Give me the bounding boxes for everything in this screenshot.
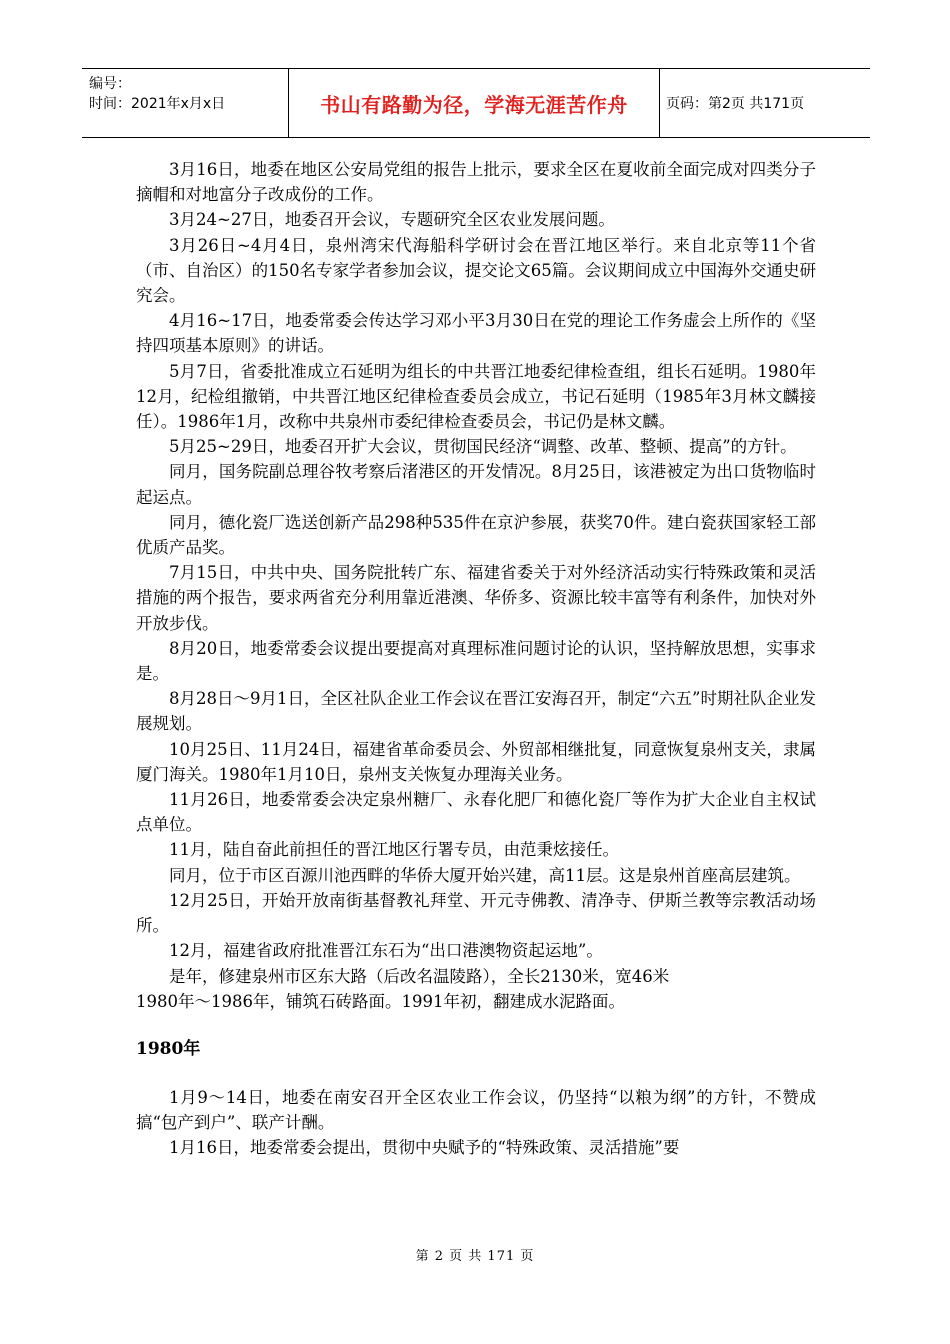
paragraph: 同月，位于市区百源川池西畔的华侨大厦开始兴建，高11层。这是泉州首座高层建筑。 bbox=[169, 865, 801, 885]
paragraph: 11月26日，地委常委会决定泉州糖厂、永春化肥厂和德化瓷厂等作为扩大企业自主权试点单位。 bbox=[136, 790, 816, 835]
paragraph: 3月24~27日，地委召开会议，专题研究全区农业发展问题。 bbox=[169, 210, 615, 230]
paragraph: 1月16日，地委常委会提出，贯彻中央赋予的“特殊政策、灵活措施”要 bbox=[169, 1138, 680, 1158]
paragraph: 8月28日～9月1日，全区社队企业工作会议在晋江安海召开，制定“六五”时期社队企业发展规划。 bbox=[136, 689, 816, 734]
document-body bbox=[136, 157, 816, 1161]
paragraph: 3月16日，地委在地区公安局党组的报告上批示，要求全区在夏收前全面完成对四类分子摘帽和对地富分子改成份的工作。 bbox=[136, 160, 816, 205]
paragraph: 同月，国务院副总理谷牧考察后渚港区的开发情况。8月25日，该港被定为出口货物临时起运点。 bbox=[136, 462, 816, 507]
section-heading: 1980年 bbox=[136, 1038, 201, 1059]
paragraph: 12月25日，开始开放南街基督教礼拜堂、开元寺佛教、清净寺、伊斯兰教等宗教活动场所。 bbox=[136, 890, 816, 936]
page-header bbox=[82, 68, 870, 138]
code-label: 编号： bbox=[89, 76, 131, 92]
page-footer: 第 2 页 共 171 页 bbox=[415, 1249, 535, 1264]
paragraph: 7月15日，中共中央、国务院批转广东、福建省委关于对外经济活动实行特殊政策和灵活措施的两个报告，要求两省充分利用靠近港澳、华侨多、资源比较丰富等有利条件，加快对外开放步伐。 bbox=[136, 563, 816, 633]
paragraph: 同月，德化瓷厂选送创新产品298种535件在京沪参展，获奖70件。建白瓷获国家轻工部优质产品奖。 bbox=[136, 512, 816, 558]
paragraph: 5月25~29日，地委召开扩大会议，贯彻国民经济“调整、改革、整顿、提高”的方针。 bbox=[169, 437, 797, 457]
paragraph: 是年，修建泉州市区东大路（后改名温陵路），全长2130米，宽46米 bbox=[169, 966, 670, 986]
paragraph: 1月9～14日，地委在南安召开全区农业工作会议，仍坚持“以粮为纲”的方针，不赞成搞“包产到户”、联产计酬。 bbox=[136, 1087, 816, 1133]
paragraph: 5月7日，省委批准成立石延明为组长的中共晋江地委纪律检查组，组长石延明。1980年12月，纪检组撤销，中共晋江地区纪律检查委员会成立，书记石延明（1985年3月林文麟接任）。1986年1月，改称中共泉州市委纪律检查委员会，书记仍是林文麟。 bbox=[136, 361, 816, 432]
date-label: 时间：2021年x月x日 bbox=[89, 96, 226, 112]
header-motto: 书山有路勤为径，学海无涯苦作舟 bbox=[289, 69, 660, 137]
paragraph: 1980年～1986年，铺筑石砖路面。1991年初，翻建成水泥路面。 bbox=[136, 991, 625, 1011]
header-meta bbox=[82, 69, 289, 137]
paragraph: 4月16~17日，地委常委会传达学习邓小平3月30日在党的理论工作务虚会上所作的《坚持四项基本原则》的讲话。 bbox=[136, 311, 816, 356]
header-page-info: 页码：第2页 共171页 bbox=[666, 96, 805, 112]
paragraph: 8月20日，地委常委会议提出要提高对真理标准问题讨论的认识，坚持解放思想，实事求是。 bbox=[136, 638, 816, 684]
paragraph: 3月26日~4月4日，泉州湾宋代海船科学研讨会在晋江地区举行。来自北京等11个省（市、自治区）的150名专家学者参加会议，提交论文65篇。会议期间成立中国海外交通史研究会。 bbox=[136, 235, 816, 306]
paragraph: 10月25日、11月24日，福建省革命委员会、外贸部相继批复，同意恢复泉州支关，隶属厦门海关。1980年1月10日，泉州支关恢复办理海关业务。 bbox=[136, 739, 816, 784]
paragraph: 11月，陆自奋此前担任的晋江地区行署专员，由范秉炫接任。 bbox=[169, 840, 619, 860]
paragraph: 12月，福建省政府批准晋江东石为“出口港澳物资起运地”。 bbox=[169, 941, 603, 961]
